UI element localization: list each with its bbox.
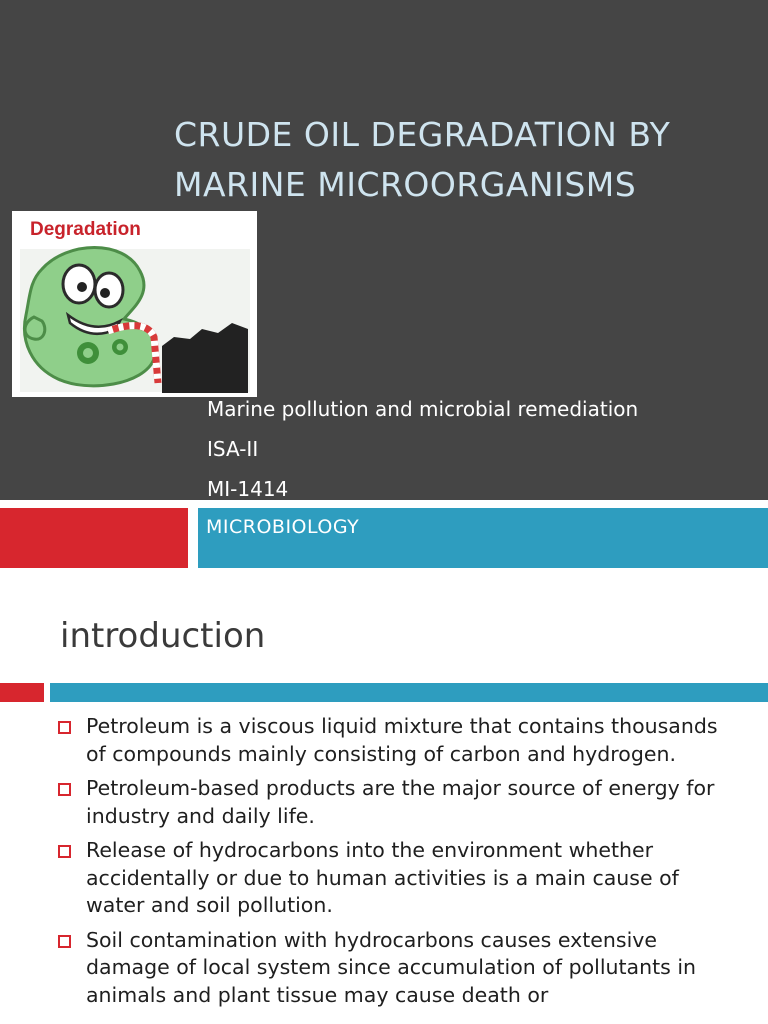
subtitle-line: Marine pollution and microbial remediation (207, 397, 639, 421)
bullet-item (58, 927, 738, 1010)
heading-rule-blue (50, 683, 768, 702)
bullet-item (58, 837, 738, 920)
title-background (0, 0, 768, 500)
bullet-item (58, 713, 738, 768)
slide-title-line: CRUDE OIL DEGRADATION BY (174, 115, 671, 154)
square-bullet-icon (58, 721, 71, 734)
square-bullet-icon (58, 783, 71, 796)
bullet-text: Soil contamination with hydrocarbons causes extensive damage of local system since accumulation of pollutants in animals and plant tissue may cause death or (86, 927, 697, 1007)
bullet-list (58, 713, 738, 1016)
slide-title (174, 110, 754, 210)
introduction-slide (0, 568, 768, 1024)
degradation-cartoon-image (12, 211, 257, 397)
heading-rule-red (0, 683, 44, 702)
bullet-text: Petroleum is a viscous liquid mixture that contains thousands of compounds mainly consisting of carbon and hydrogen. (86, 714, 718, 766)
accent-band-red (0, 508, 188, 568)
slide-heading: introduction (60, 616, 266, 656)
image-caption: Degradation (30, 219, 141, 240)
bullet-text: Release of hydrocarbons into the environment whether accidentally or due to human activities is a main cause of water and soil pollution. (86, 838, 679, 917)
subtitle-line: ISA-II (207, 437, 259, 461)
subtitle-line: MI-1414 (207, 477, 289, 501)
bullet-item (58, 775, 738, 830)
accent-band-blue (198, 508, 768, 568)
square-bullet-icon (58, 935, 71, 948)
subtitle-block (207, 391, 638, 511)
bullet-text: Petroleum-based products are the major source of energy for industry and daily life. (86, 776, 715, 828)
slide-title-line: MARINE MICROORGANISMS (174, 165, 637, 204)
department-label: MICROBIOLOGY (206, 516, 360, 538)
square-bullet-icon (58, 845, 71, 858)
